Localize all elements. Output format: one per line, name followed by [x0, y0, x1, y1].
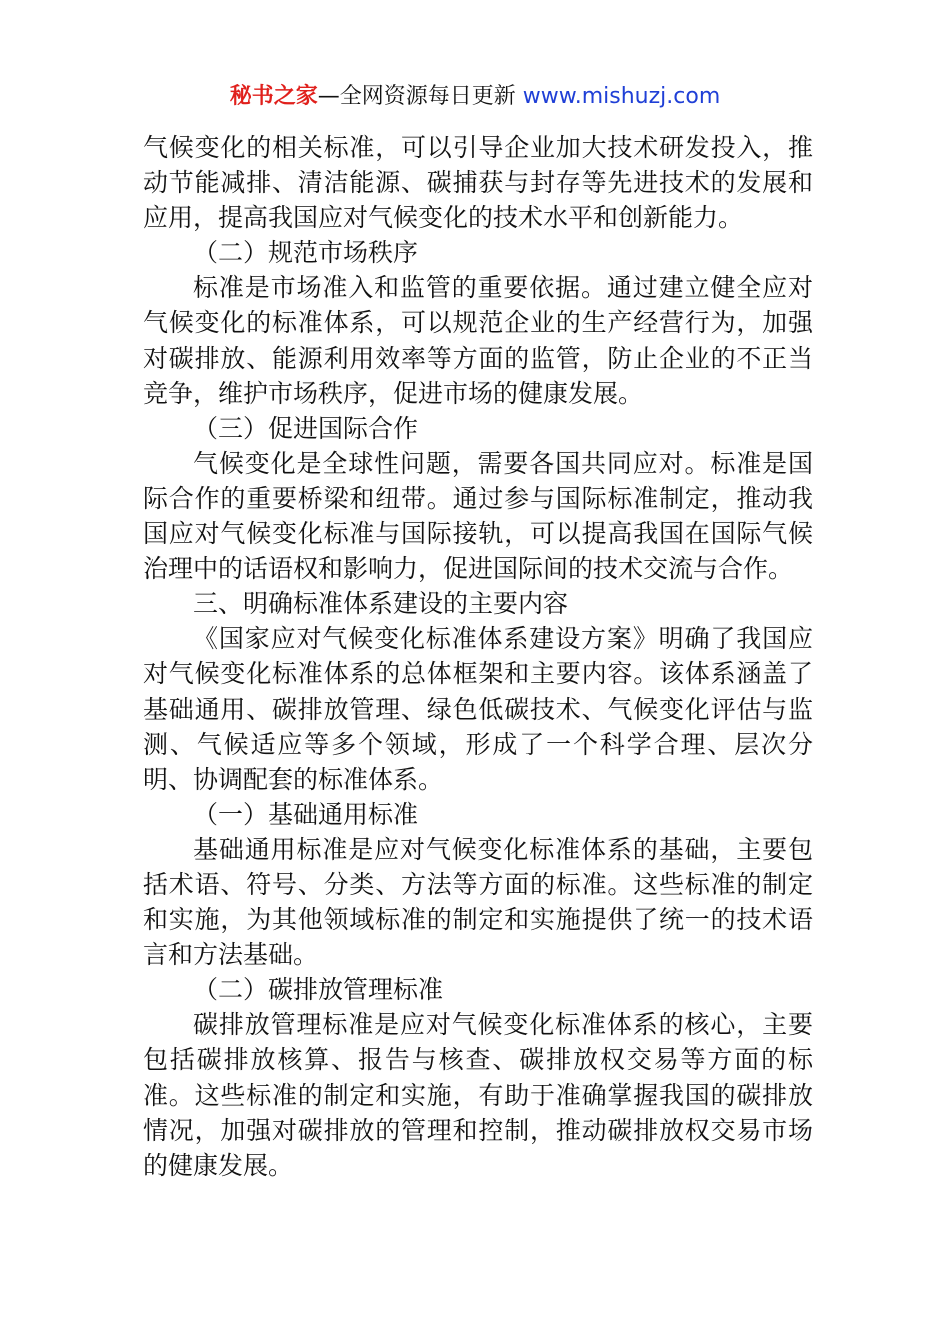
section-heading-main-content: 三、明确标准体系建设的主要内容	[193, 589, 569, 619]
document-body	[143, 130, 813, 1183]
site-url-link[interactable]: www.mishuzj.com	[522, 84, 721, 109]
site-brand: 秘书之家	[229, 84, 318, 109]
subheading-international-cooperation: （三）促进国际合作	[193, 413, 419, 443]
site-header	[0, 80, 950, 114]
paragraph-continued: 气候变化的相关标准，可以引导企业加大技术研发投入，推动节能减排、清洁能源、碳捕获与封存等先进技术的发展和应用，提高我国应对气候变化的技术水平和创新能力。	[143, 133, 813, 233]
site-tagline: —全网资源每日更新	[317, 84, 523, 109]
subheading-basic-general-standards: （一）基础通用标准	[193, 799, 419, 829]
paragraph: 碳排放管理标准是应对气候变化标准体系的核心，主要包括碳排放核算、报告与核查、碳排放权交易等方面的标准。这些标准的制定和实施，有助于准确掌握我国的碳排放情况，加强对碳排放的管理和控制，推动碳排放权交易市场的健康发展。	[143, 1010, 813, 1180]
paragraph: 《国家应对气候变化标准体系建设方案》明确了我国应对气候变化标准体系的总体框架和主要内容。该体系涵盖了基础通用、碳排放管理、绿色低碳技术、气候变化评估与监测、气候适应等多个领域，形成了一个科学合理、层次分明、协调配套的标准体系。	[143, 624, 813, 794]
subheading-carbon-emission-standards: （二）碳排放管理标准	[193, 975, 444, 1005]
subheading-regulate-market: （二）规范市场秩序	[193, 238, 419, 268]
paragraph: 标准是市场准入和监管的重要依据。通过建立健全应对气候变化的标准体系，可以规范企业的生产经营行为，加强对碳排放、能源利用效率等方面的监管，防止企业的不正当竞争，维护市场秩序，促进市场的健康发展。	[143, 273, 813, 408]
paragraph: 基础通用标准是应对气候变化标准体系的基础，主要包括术语、符号、分类、方法等方面的标准。这些标准的制定和实施，为其他领域标准的制定和实施提供了统一的技术语言和方法基础。	[143, 834, 813, 970]
paragraph: 气候变化是全球性问题，需要各国共同应对。标准是国际合作的重要桥梁和纽带。通过参与国际标准制定，推动我国应对气候变化标准与国际接轨，可以提高我国在国际气候治理中的话语权和影响力，促进国际间的技术交流与合作。	[143, 448, 813, 584]
